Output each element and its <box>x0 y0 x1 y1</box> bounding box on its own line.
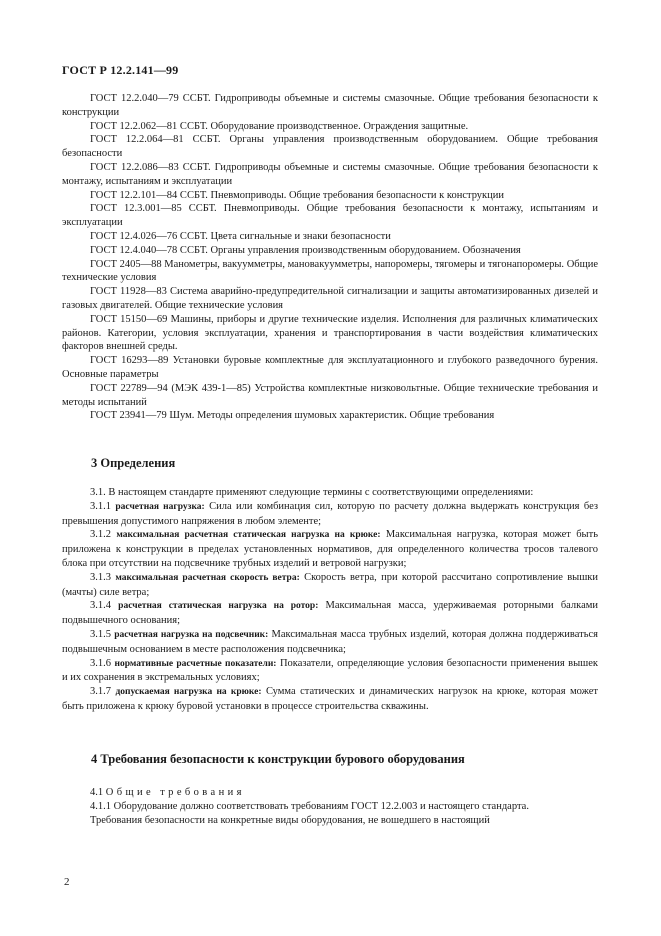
definition-text: Скорость ветра, при которой рассчитано сопротивление вышки (мачты) силе ветра; <box>62 571 599 598</box>
paragraph: Требования безопасности на конкретные виды оборудования, не вошедшего в настоящий <box>90 814 490 826</box>
page-number: 2 <box>64 876 70 888</box>
subsection-title <box>62 786 598 800</box>
section-3-heading: 3 Определения <box>91 456 176 470</box>
definition-item <box>62 528 598 570</box>
definition-number: 3.1.3 <box>90 571 111 583</box>
definition-term: допускаемая нагрузка на крюке: <box>115 687 262 698</box>
normative-references-list <box>62 92 598 423</box>
definition-text: Сила или комбинация сил, которую по расчету должна выдержать конструкция без превышения допустимого напряжения в любом элементе; <box>62 500 599 527</box>
reference-item: ГОСТ 12.2.101—84 ССБТ. Пневмоприводы. Общие требования безопасности к конструкции <box>90 189 505 201</box>
definition-term: расчетная нагрузка: <box>115 501 205 512</box>
definition-number: 3.1.5 <box>90 628 111 640</box>
definition-number: 3.1.4 <box>90 600 111 612</box>
definition-term: максимальная расчетная скорость ветра: <box>115 572 300 583</box>
definition-term: нормативные расчетные показатели: <box>114 658 277 669</box>
definition-number: 3.1.2 <box>90 529 111 541</box>
reference-item: ГОСТ 15150—69 Машины, приборы и другие технические изделия. Исполнения для различных климатических районов. Категории, условия эксплуатации, хранения и транспортирования в части воздействия климатических факторов внешней среды. <box>62 313 598 353</box>
reference-item: ГОСТ 16293—89 Установки буровые комплектные для эксплуатационного и глубокого разведочного бурения. Основные параметры <box>62 355 598 380</box>
definition-text: Максимальная масса трубных изделий, которая должна поддерживаться подвышечным основанием в месте расположения подсвечника; <box>62 628 598 655</box>
subsection-name: Общие требования <box>105 787 245 798</box>
definition-item <box>62 571 598 600</box>
definition-item <box>62 500 598 529</box>
section-4-heading: 4 Требования безопасности к конструкции бурового оборудования <box>91 752 465 766</box>
definition-term: расчетная нагрузка на подсвечник: <box>114 629 269 640</box>
definitions-intro: 3.1. В настоящем стандарте применяют следующие термины с соответствующими определениями: <box>90 487 534 498</box>
definition-item <box>62 628 598 657</box>
document-header: ГОСТ Р 12.2.141—99 <box>62 63 179 77</box>
reference-item: ГОСТ 11928—83 Система аварийно-предупредительной сигнализации и защиты автоматизированных дизелей и газовых двигателей. Общие технические условия <box>62 286 598 311</box>
reference-item: ГОСТ 12.4.026—76 ССБТ. Цвета сигнальные и знаки безопасности <box>90 230 391 242</box>
reference-item: ГОСТ 22789—94 (МЭК 439-1—85) Устройства комплектные низковольтные. Общие технические требования и методы испытаний <box>62 382 598 408</box>
definition-term: расчетная статическая нагрузка на ротор: <box>118 601 319 612</box>
definition-number: 3.1.1 <box>90 500 111 512</box>
definition-text: Сумма статических и динамических нагрузок на крюке, которая может быть приложена к крюку буровой установки в процессе строительства скважины. <box>62 686 599 712</box>
reference-item: ГОСТ 12.2.062—81 ССБТ. Оборудование производственное. Ограждения защитные. <box>90 120 469 132</box>
reference-item: ГОСТ 12.4.040—78 ССБТ. Органы управления производственным оборудованием. Обозначения <box>90 244 521 256</box>
definition-text: Максимальная нагрузка, которая может быть приложена к конструкции в пределах установленных нормативов, для определенного количества тросов талевого блока при отсутствии на подсвечнике трубных изделий и ветровой нагрузки; <box>62 529 598 569</box>
definition-term: максимальная расчетная статическая нагрузка на крюке: <box>116 530 381 541</box>
reference-item: ГОСТ 12.2.040—79 ССБТ. Гидроприводы объемные и системы смазочные. Общие требования безопасности к конструкции <box>62 93 598 118</box>
definition-item <box>62 685 598 714</box>
definition-number: 3.1.7 <box>90 686 111 698</box>
definition-text: Показатели, определяющие условия безопасности применения вышек и их сохранения в экстремальных условиях; <box>62 657 599 684</box>
paragraph: 4.1.1 Оборудование должно соответствовать требованиям ГОСТ 12.2.003 и настоящего стандарта. <box>90 800 529 812</box>
section-4-body <box>62 786 598 827</box>
reference-item: ГОСТ 2405—88 Манометры, вакуумметры, мановакуумметры, напоромеры, тягомеры и тягонапоромеры. Общие технические условия <box>62 258 598 284</box>
reference-item: ГОСТ 12.2.064—81 ССБТ. Органы управления производственным оборудованием. Общие требования безопасности <box>62 134 598 160</box>
reference-item: ГОСТ 12.2.086—83 ССБТ. Гидроприводы объемные и системы смазочные. Общие требования безопасности к монтажу, испытаниям и эксплуатации <box>62 161 598 187</box>
definition-number: 3.1.6 <box>90 657 111 669</box>
definition-item <box>62 657 598 686</box>
reference-item: ГОСТ 12.3.001—85 ССБТ. Пневмоприводы. Общие требования безопасности к монтажу, испытаниям и эксплуатации <box>62 203 598 229</box>
subsection-number: 4.1 <box>90 787 104 798</box>
reference-item: ГОСТ 23941—79 Шум. Методы определения шумовых характеристик. Общие требования <box>90 410 495 422</box>
definitions-block <box>62 486 598 714</box>
definition-text: Максимальная масса, удерживаемая роторными балками подвышечного основания; <box>62 600 599 627</box>
definition-item <box>62 599 598 628</box>
